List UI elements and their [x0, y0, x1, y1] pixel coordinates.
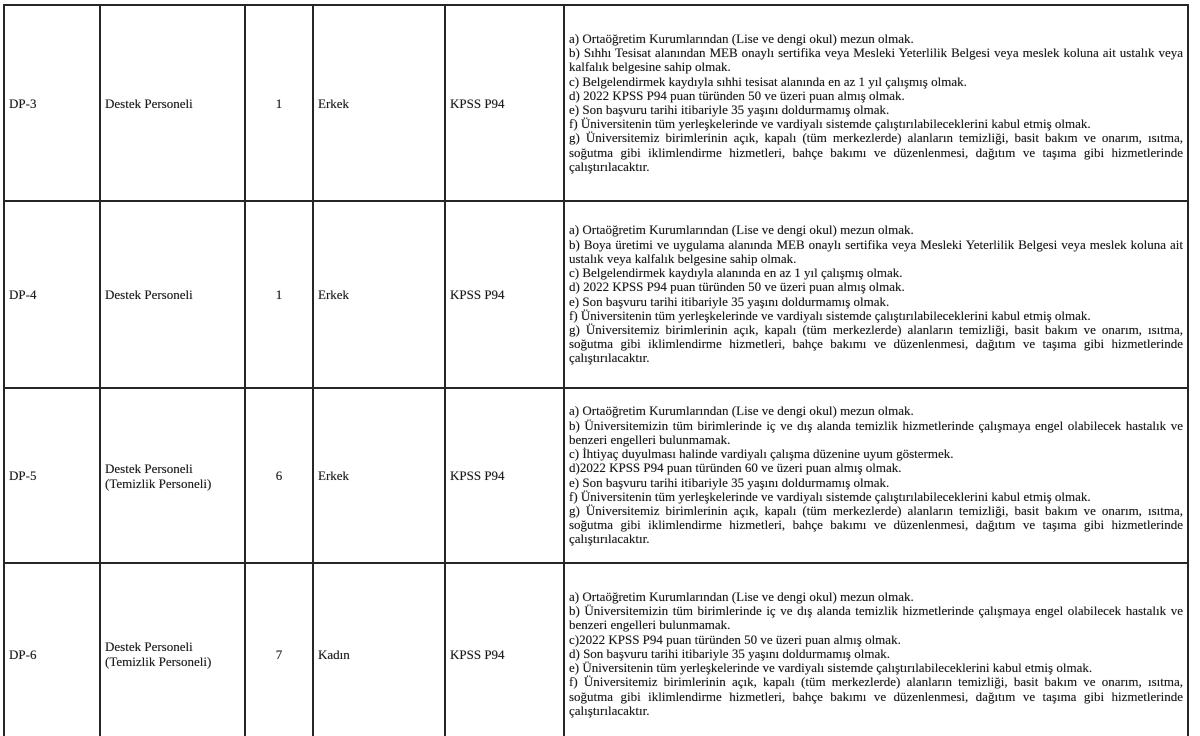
requirement-item: f) Üniversitenin tüm yerleşkelerinde ve vardiyalı sistemde çalıştırılabileceklerini kabul etmiş olmak. — [569, 488, 1091, 504]
requirement-item: c) İhtiyaç duyulması halinde vardiyalı çalışma düzenine uyum göstermek. — [569, 446, 954, 462]
requirements-cell — [564, 5, 1188, 201]
requirement-item: b) Üniversitemizin tüm birimlerinde iç ve dış alanda temizlik hizmetlerinde çalışmaya engel olabilecek hastalık ve benzeri engelleri bulunmamak. — [569, 417, 1183, 447]
kpss-type-cell: KPSS P94 — [445, 5, 564, 201]
requirement-item: b) Sıhhı Tesisat alanından MEB onaylı sertifika veya Mesleki Yeterlilik Belgesi veya meslek koluna ait ustalık veya kalfalık belgesine sahip olmak. — [569, 45, 1183, 75]
kpss-type-cell: KPSS P94 — [445, 563, 564, 736]
requirement-item: d) Son başvuru tarihi itibariyle 35 yaşını doldurmamış olmak. — [569, 645, 890, 661]
requirement-item: a) Ortaöğretim Kurumlarından (Lise ve dengi okul) mezun olmak. — [569, 403, 914, 419]
requirement-item: g) Üniversitemiz birimlerinin açık, kapalı (tüm merkezlerde) alanların temizliği, basit bakım ve onarım, ısıtma, soğutma gibi iklimlendirme hizmetleri, bahçe bakımı ve düzenlenmesi, dağıtım ve taşıma gibi hizmetlerinde çalıştırılacaktır. — [569, 502, 1183, 547]
position-count-cell: 1 — [245, 201, 313, 388]
requirement-item: c) Belgelendirmek kaydıyla alanında en az 1 yıl çalışmış olmak. — [569, 265, 903, 281]
requirement-item: f) Üniversitenin tüm yerleşkelerinde ve vardiyalı sistemde çalıştırılabileceklerini kabul etmiş olmak. — [569, 307, 1091, 323]
requirement-item: c)2022 KPSS P94 puan türünden 50 ve üzeri puan almış olmak. — [569, 631, 901, 647]
kpss-type-cell: KPSS P94 — [445, 388, 564, 563]
requirement-item: f) Üniversitenin tüm yerleşkelerinde ve vardiyalı sistemde çalıştırılabileceklerini kabul etmiş olmak. — [569, 116, 1091, 132]
requirements-cell — [564, 388, 1188, 563]
table-row — [4, 563, 1188, 736]
position-code-cell: DP-6 — [4, 563, 100, 736]
position-count-cell: 6 — [245, 388, 313, 563]
gender-cell: Erkek — [313, 5, 445, 201]
requirement-item: g) Üniversitemiz birimlerinin açık, kapalı (tüm merkezlerde) alanların temizliği, basit bakım ve onarım, ısıtma, soğutma gibi iklimlendirme hizmetleri, bahçe bakımı ve düzenlenmesi, dağıtım ve taşıma gibi hizmetlerinde çalıştırılacaktır. — [569, 321, 1183, 366]
requirement-item: b) Boya üretimi ve uygulama alanında MEB onaylı sertifika veya Mesleki Yeterlilik Belgesi veya meslek koluna ait ustalık veya kalfalık belgesine sahip olmak. — [569, 236, 1183, 266]
gender-cell: Erkek — [313, 388, 445, 563]
table-row — [4, 5, 1188, 201]
table-row — [4, 201, 1188, 388]
requirement-item: a) Ortaöğretim Kurumlarından (Lise ve dengi okul) mezun olmak. — [569, 222, 914, 238]
requirement-item: g) Üniversitemiz birimlerinin açık, kapalı (tüm merkezlerde) alanların temizliği, basit bakım ve onarım, ısıtma, soğutma gibi iklimlendirme hizmetleri, bahçe bakımı ve düzenlenmesi, dağıtım ve taşıma gibi hizmetlerinde çalıştırılacaktır. — [569, 130, 1183, 174]
table-row — [4, 388, 1188, 563]
requirement-item: b) Üniversitemizin tüm birimlerinde iç ve dış alanda temizlik hizmetlerinde çalışmaya engel olabilecek hastalık ve benzeri engelleri bulunmamak. — [569, 603, 1183, 633]
position-title-cell: Destek Personeli (Temizlik Personeli) — [100, 388, 245, 563]
position-count-cell: 1 — [245, 5, 313, 201]
requirement-item: a) Ortaöğretim Kurumlarından (Lise ve dengi okul) mezun olmak. — [569, 30, 914, 46]
position-title-cell: Destek Personeli — [100, 5, 245, 201]
gender-cell: Erkek — [313, 201, 445, 388]
requirement-item: a) Ortaöğretim Kurumlarından (Lise ve dengi okul) mezun olmak. — [569, 589, 914, 605]
gender-cell: Kadın — [313, 563, 445, 736]
requirement-item: e) Üniversitenin tüm yerleşkelerinde ve vardiyalı sistemde çalıştırılabileceklerini kabul etmiş olmak. — [569, 660, 1093, 676]
requirement-item: d)2022 KPSS P94 puan türünden 60 ve üzeri puan almış olmak. — [569, 460, 902, 476]
position-code-cell: DP-4 — [4, 201, 100, 388]
position-title-cell: Destek Personeli — [100, 201, 245, 388]
position-count-cell: 7 — [245, 563, 313, 736]
requirement-item: e) Son başvuru tarihi itibariyle 35 yaşını doldurmamış olmak. — [569, 293, 890, 309]
requirement-item: e) Son başvuru tarihi itibariyle 35 yaşını doldurmamış olmak. — [569, 102, 890, 117]
requirement-item: f) Üniversitemiz birimlerinin açık, kapalı (tüm merkezlerde) alanların temizliği, basit bakım ve onarım, ısıtma, soğutma gibi iklimlendirme hizmetleri, bahçe bakımı ve düzenlenmesi, dağıtım ve taşıma gibi hizmetlerinde çalıştırılacaktır. — [569, 674, 1183, 718]
position-title-cell: Destek Personeli (Temizlik Personeli) — [100, 563, 245, 736]
requirement-item: d) 2022 KPSS P94 puan türünden 50 ve üzeri puan almış olmak. — [569, 87, 905, 103]
kpss-type-cell: KPSS P94 — [445, 201, 564, 388]
requirements-cell — [564, 563, 1188, 736]
job-positions-table — [3, 4, 1189, 736]
requirements-cell — [564, 201, 1188, 388]
requirement-item: c) Belgelendirmek kaydıyla sıhhi tesisat alanında en az 1 yıl çalışmış olmak. — [569, 73, 967, 89]
position-code-cell: DP-3 — [4, 5, 100, 201]
requirement-item: d) 2022 KPSS P94 puan türünden 50 ve üzeri puan almış olmak. — [569, 279, 905, 295]
position-code-cell: DP-5 — [4, 388, 100, 563]
requirement-item: e) Son başvuru tarihi itibariyle 35 yaşını doldurmamış olmak. — [569, 474, 890, 490]
